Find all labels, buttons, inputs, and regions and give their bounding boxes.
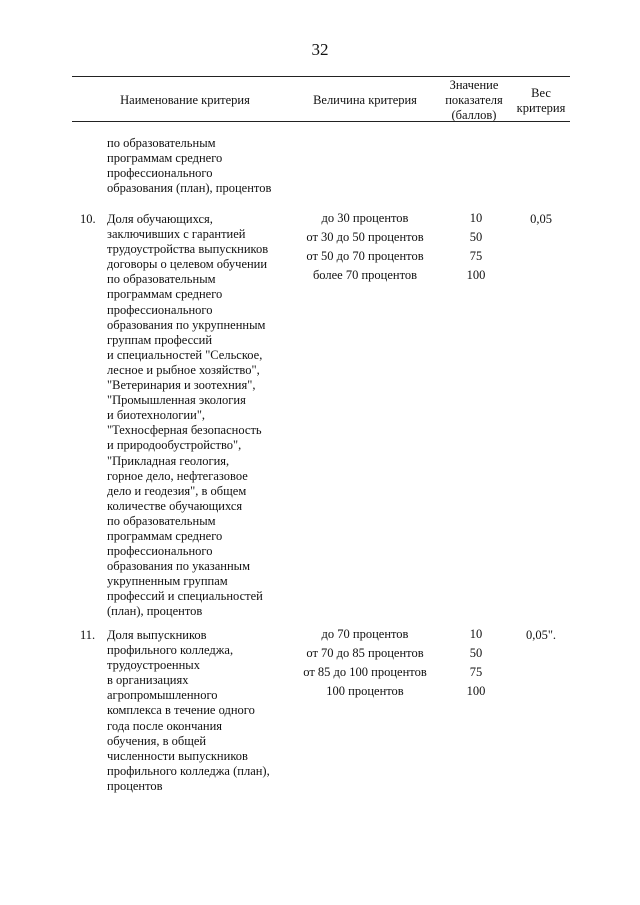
row-11-criterion: до 70 процентов	[321, 627, 409, 641]
table-top-rule	[72, 76, 570, 77]
row-10-score: 50	[469, 230, 483, 244]
row-10-weight: 0,05	[530, 212, 552, 226]
row-11-scores	[446, 625, 506, 701]
row-10-criteria	[290, 209, 440, 285]
row-11-score: 100	[466, 684, 486, 698]
row-10-score: 10	[469, 211, 483, 225]
row-10-name: Доля обучающихся, заключивших с гарантией трудоустройства выпускников договоры о целевом обучении по образовательным программам среднего профессионального образования по укрупненным группам профессий и специальностей "Сельское, лесное и рыбное хозяйство", "Ветеринария и зоотехния", "Промышленная экология и биотехнологии", "Техносферная безопасность и природообустройство", "Прикладная геология, горное дело, нефтегазовое дело и геодезия", в общем количестве обучающихся по образовательным программам среднего профессионального образования по указанным укрупненным группам профессий и специальностей (план), процентов	[107, 212, 269, 619]
continuation-text: по образовательным программам среднего профессионального образования (план), процентов	[107, 136, 272, 196]
row-10-scores	[446, 209, 506, 285]
row-11-number: 11.	[80, 628, 96, 642]
header-value: Значение показателя (баллов)	[445, 78, 503, 122]
row-11-score: 75	[469, 665, 483, 679]
page-number: 32	[311, 40, 329, 59]
row-11-weight: 0,05".	[525, 628, 557, 642]
row-10-criterion: от 50 до 70 процентов	[306, 249, 424, 263]
row-11-criterion: от 85 до 100 процентов	[303, 665, 427, 679]
row-10-score: 75	[469, 249, 483, 263]
header-magnitude: Величина критерия	[313, 93, 417, 107]
row-11-criterion: от 70 до 85 процентов	[306, 646, 424, 660]
header-weight: Вес критерия	[516, 86, 566, 115]
row-10-score: 100	[466, 268, 486, 282]
header-name: Наименование критерия	[120, 93, 250, 107]
row-11-score: 50	[469, 646, 483, 660]
row-10-number: 10.	[80, 212, 96, 226]
row-11-score: 10	[469, 627, 483, 641]
row-11-criteria	[290, 625, 440, 701]
row-11-name: Доля выпускников профильного колледжа, трудоустроенных в организациях агропромышленного комплекса в течение одного года после окончания обучения, в общей численности выпускников профильного колледжа (план), процентов	[107, 628, 270, 793]
row-10-criterion: более 70 процентов	[312, 268, 418, 282]
table-header-rule	[72, 121, 570, 122]
row-10-criterion: до 30 процентов	[321, 211, 409, 225]
row-10-criterion: от 30 до 50 процентов	[306, 230, 424, 244]
row-11-criterion: 100 процентов	[326, 684, 404, 698]
